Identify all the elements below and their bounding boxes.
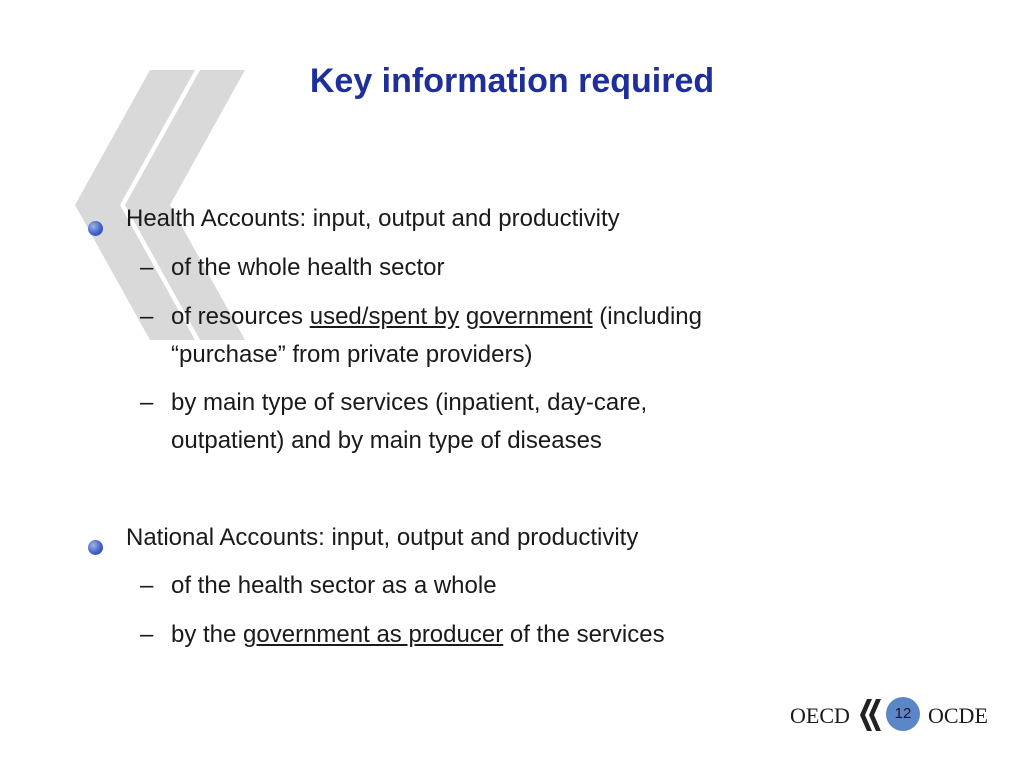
subitem-text [459, 303, 466, 330]
dash-marker: – [140, 389, 154, 416]
page-number: 12 [886, 697, 920, 731]
underlined-used-spent-by: used/spent by [309, 303, 460, 330]
bullet-icon [88, 221, 103, 236]
footer-ocde: OCDE [928, 703, 988, 728]
subitem-text: of the services [503, 621, 665, 648]
subitem-text: (including [592, 303, 702, 330]
subitem-whole-health-sector [171, 249, 445, 287]
dash-marker: – [140, 621, 154, 648]
dash-marker: – [140, 572, 154, 599]
subitem-resources-continuation: “purchase” from private providers) [171, 341, 533, 368]
underlined-government-as-producer: government as producer [243, 621, 504, 648]
subitem-main-type-services: by main type of services (inpatient, day-care, [171, 389, 648, 416]
subitem-text: of the whole health sector [171, 254, 445, 281]
underlined-government: government [465, 303, 593, 330]
dash-marker: – [140, 303, 154, 330]
subitem-text: by the [171, 621, 244, 648]
subitem-government-producer [171, 616, 665, 654]
slide-title: Key information required [309, 62, 715, 100]
subitem-resources-government [171, 298, 891, 336]
footer-oecd: OECD [790, 703, 850, 728]
bullet-national-accounts: National Accounts: input, output and productivity [126, 524, 639, 551]
subitem-health-sector-whole: of the health sector as a whole [171, 572, 497, 599]
oecd-logo-icon [858, 697, 888, 733]
bullet-icon [88, 540, 103, 555]
subitem-text: of resources [171, 303, 310, 330]
bullet-health-accounts: Health Accounts: input, output and productivity [126, 205, 620, 232]
dash-marker: – [140, 254, 154, 281]
subitem-main-type-continuation: outpatient) and by main type of diseases [171, 427, 602, 454]
